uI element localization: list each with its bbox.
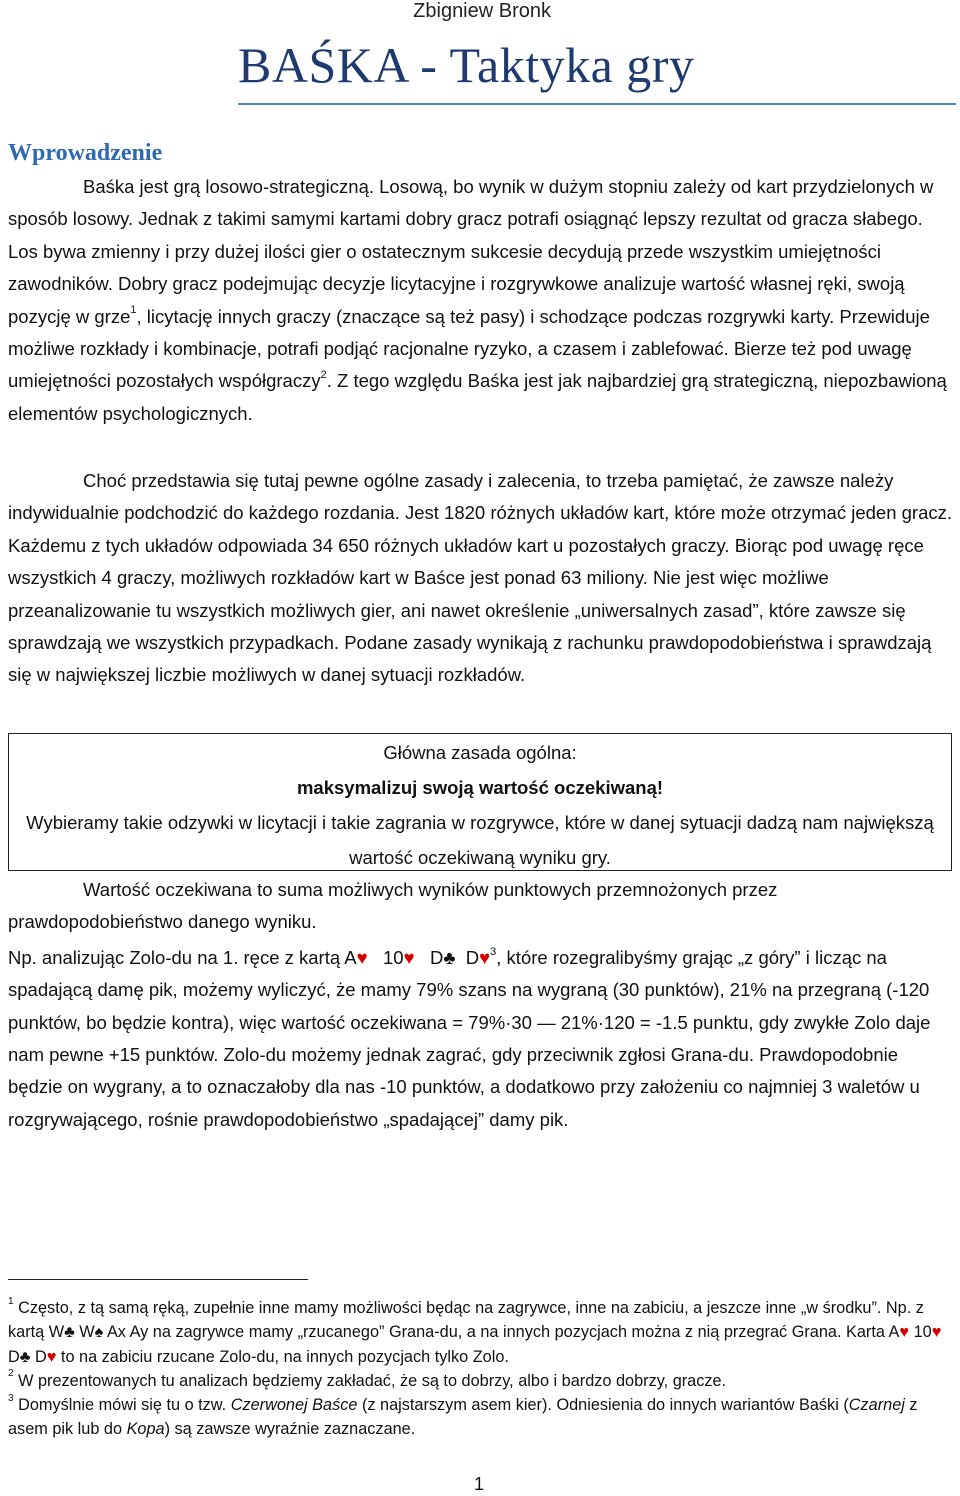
footnote-ref-3[interactable]: 3 [490, 945, 497, 958]
example-text-post: , które rozegralibyśmy grając „z góry” i licząc na spadającą damę pik, możemy wyliczyć, że mamy 79% szans na wygraną (30 punktów), 21% na przegraną (-120 punktów, bo będzie kontra), więc wartość oczekiwana = 79%·30 — 21%·120 = -1.5 punktu, gdy zwykłe Zolo daje nam pewne +15 punktów. Zolo-du możemy jednak zagrać, gdy przeciwnik zgłosi Grana-du. Prawdopodobnie będzie on wygrany, a to oznaczałoby dla nas -10 punktów, a dodatkowo przy założeniu co najmniej 3 waletów u rozgrywającego, rośnie prawdopodobieństwo „spadającej” damy pik. [8, 946, 931, 1130]
footnote-italic: Czarnej [848, 1396, 905, 1415]
card-ten: 10 [383, 946, 404, 968]
footnote-text: D [30, 1347, 47, 1366]
footnote-text: (z najstarszym asem kier). Odniesienia do innych wariantów Baśki ( [357, 1396, 849, 1415]
footnote-number: 2 [8, 1368, 14, 1380]
footnote-separator [8, 1279, 308, 1280]
document-title: BAŚKA - Taktyka gry [238, 37, 695, 93]
footnote-text: 10 [909, 1323, 932, 1342]
card-queen: D [430, 946, 444, 968]
footnote-text: Często, z tą samą ręką, zupełnie inne mamy możliwości będąc na zagrywce, inne na zabiciu, a jeszcze inne „w środku”. Np. z kartą W [8, 1299, 924, 1342]
rule-box-heading: Główna zasada ogólna: [383, 742, 577, 763]
club-icon: ♣ [443, 946, 456, 968]
author-name: Zbigniew Bronk [413, 0, 551, 22]
footnote-text: W [74, 1323, 95, 1342]
spade-icon: ♠ [94, 1323, 104, 1342]
heart-icon: ♥ [356, 946, 368, 968]
expected-value-definition [8, 874, 954, 939]
definition-text: Wartość oczekiwana to suma możliwych wyników punktowych przemnożonych przez prawdopodobieństwo danego wyniku. [8, 879, 778, 933]
intro-text-2: , licytację innych graczy (znaczące są też pasy) i schodzące podczas rozgrywki karty. Przewiduje możliwe rozkłady i kombinacje, potrafi podjąć racjonalne ryzyko, a czasem i zablefować. Bierze też pod uwagę umiejętności pozostałych współgraczy [8, 305, 930, 392]
footnote-text: D [8, 1347, 20, 1366]
footnote-text: to na zabiciu rzucane Zolo-du, na innych pozycjach tylko Zolo. [56, 1347, 509, 1366]
footnote-number: 1 [8, 1295, 14, 1307]
expected-value-section [8, 874, 954, 1136]
footnote-text: Domyślnie mówi się tu o tzw. [13, 1396, 231, 1415]
footnote-2 [8, 1369, 954, 1393]
heart-icon: ♥ [479, 946, 491, 968]
footnote-ref-1[interactable]: 1 [130, 304, 137, 317]
footnote-italic: Czerwonej Baśce [230, 1396, 358, 1415]
footnote-text: W prezentowanych tu analizach będziemy zakładać, że są to dobrzy, albo i bardzo dobrzy, gracze. [13, 1371, 727, 1390]
intro-paragraph [8, 171, 954, 430]
footnote-number: 3 [8, 1392, 14, 1404]
heart-icon: ♥ [899, 1323, 910, 1342]
footnotes [8, 1296, 954, 1442]
heart-icon: ♥ [403, 946, 415, 968]
footnote-text: Ax Ay na zagrywce mamy „rzucanego” Grana-du, a na innych pozycjach można z nią przegrać Grana. Karta A [103, 1323, 900, 1342]
title-underline [238, 103, 956, 105]
footnote-3 [8, 1393, 954, 1442]
example-paragraph [8, 942, 954, 1136]
main-rule-box [8, 733, 952, 871]
footnote-italic: Kopa [126, 1420, 165, 1439]
heart-icon: ♥ [46, 1347, 57, 1366]
page-number: 1 [474, 1474, 485, 1494]
card-queen: D [465, 946, 480, 968]
intro-text-1: Baśka jest grą losowo-strategiczną. Losową, bo wynik w dużym stopniu zależy od kart przydzielonych w sposób losowy. Jednak z takimi samymi kartami dobry gracz potrafi osiągnąć lepszy rezultat od gracza słabego. Los bywa zmienny i przy dużej ilości gier o ostatecznym sukcesie decydują przede wszystkim umiejętności zawodników. Dobry gracz podejmując decyzje licytacyjne i rozgrywkowe analizuje wartość własnej ręki, swoją pozycję w grze [8, 176, 934, 327]
rule-box-description: Wybieramy takie odzywki w licytacji i takie zagrania w rozgrywce, które w danej sytuacji dadzą nam największą wartość oczekiwaną wyniku gry. [26, 812, 934, 868]
footnote-text: ) są zawsze wyraźnie zaznaczane. [164, 1420, 416, 1439]
rule-box-motto: maksymalizuj swoją wartość oczekiwaną! [296, 777, 664, 798]
club-icon: ♣ [19, 1347, 31, 1366]
rules-paragraph [8, 465, 954, 692]
rules-text: Choć przedstawia się tutaj pewne ogólne zasady i zalecenia, to trzeba pamiętać, że zawsze należy indywidualnie podchodzić do każdego rozdania. Jest 1820 różnych układów kart, które może otrzymać jeden gracz. Każdemu z tych układów odpowiada 34 650 różnych układów kart u pozostałych graczy. Biorąc pod uwagę ręce wszystkich 4 graczy, możliwych rozkładów kart w Baśce jest ponad 63 miliony. Nie jest więc możliwe przeanalizowanie tu wszystkich możliwych gier, ani nawet określenie „uniwersalnych zasad”, które zawsze się sprawdzają we wszystkich przypadkach. Podane zasady wynikają z rachunku prawdopodobieństwa i sprawdzają się w największej liczbie możliwych w danej sytuacji rozkładów. [8, 470, 953, 686]
club-icon: ♣ [64, 1323, 75, 1342]
card-ace: A [344, 946, 357, 968]
footnote-text: z asem pik lub do [8, 1396, 918, 1439]
heart-icon: ♥ [931, 1323, 942, 1342]
footnote-1 [8, 1296, 954, 1369]
footnote-ref-2[interactable]: 2 [320, 369, 327, 382]
example-text-pre: Np. analizując Zolo-du na 1. ręce z kartą [8, 946, 345, 968]
section-heading: Wprowadzenie [8, 140, 163, 166]
intro-text-3: . Z tego względu Baśka jest jak najbardziej grą strategiczną, niepozbawioną elementów psychologicznych. [8, 370, 947, 424]
